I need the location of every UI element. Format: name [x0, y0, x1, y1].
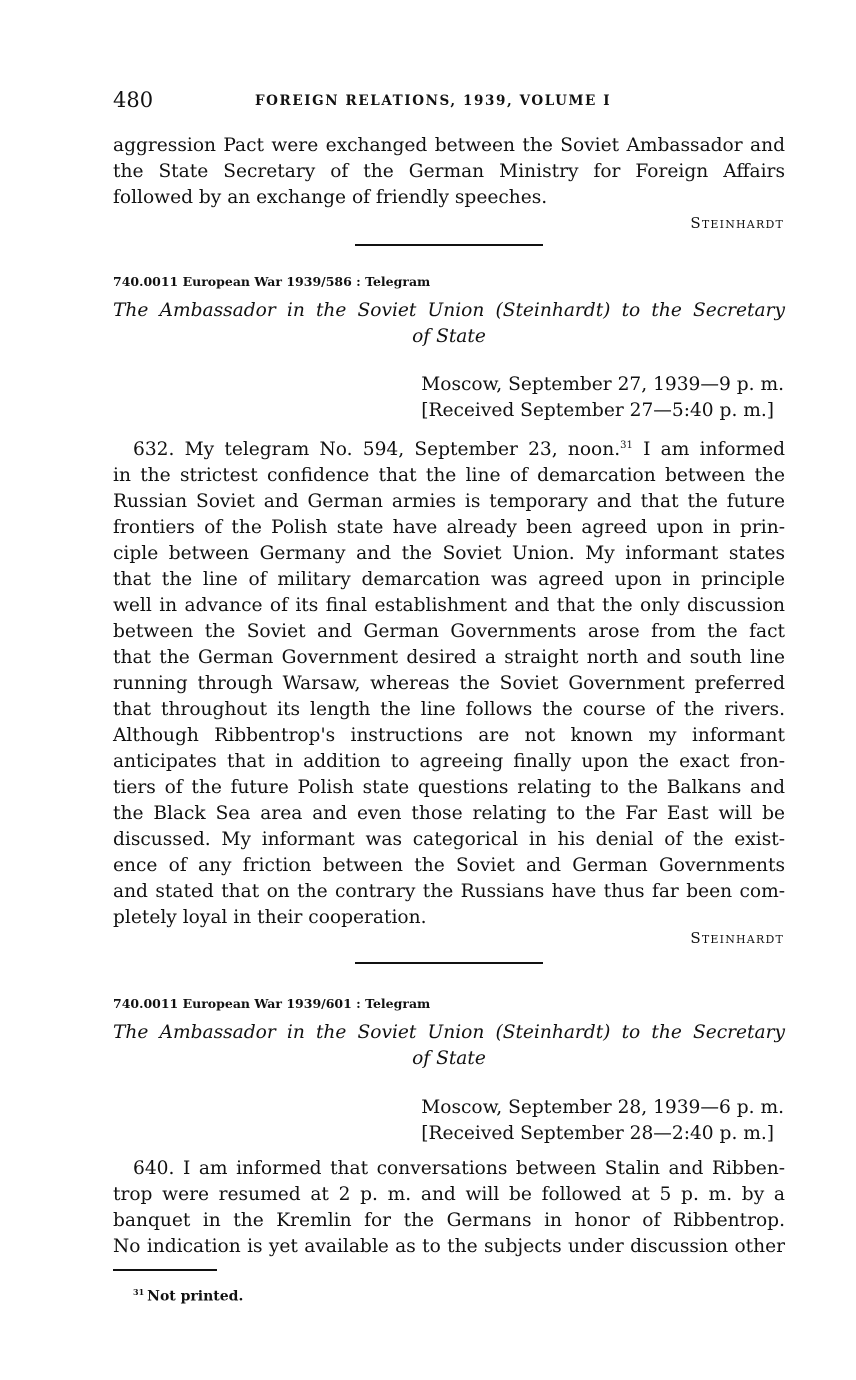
file-reference: 740.0011 European War 1939/601 : Telegram: [113, 996, 431, 1011]
document-heading: [113, 1020, 785, 1072]
file-reference: 740.0011 European War 1939/586 : Telegram: [113, 274, 431, 289]
running-title: FOREIGN RELATIONS, 1939, VOLUME I: [255, 93, 612, 109]
text-line: pletely loyal in their cooperation.: [113, 907, 427, 928]
dateline-received: [Received September 27—5:40 p. m.]: [421, 400, 775, 421]
signature: Steinhardt: [690, 214, 784, 232]
text-line: followed by an exchange of friendly speeches.: [113, 187, 548, 208]
text-line: ciple between Germany and the Soviet Union. My informant states: [113, 543, 785, 564]
text-line: tiers of the future Polish state questions relating to the Balkans and: [113, 777, 785, 798]
document-heading: [113, 298, 785, 350]
text-line: 640. I am informed that conversations between Stalin and Ribben-: [133, 1158, 785, 1179]
footnote-divider: [113, 1269, 217, 1271]
text-line: that throughout its length the line follows the course of the rivers.: [113, 699, 785, 720]
text-line: that the German Government desired a straight north and south line: [113, 647, 785, 668]
text-line: that the line of military demarcation was agreed upon in principle: [113, 569, 785, 590]
text-line: well in advance of its final establishment and that the only discussion: [113, 595, 785, 616]
text-line: frontiers of the Polish state have already been agreed upon in prin-: [113, 517, 785, 538]
text-line: in the strictest confidence that the line of demarcation between the: [113, 465, 785, 486]
heading-line: of State: [412, 1048, 486, 1069]
dateline: [421, 1095, 784, 1147]
text-line: trop were resumed at 2 p. m. and will be followed at 5 p. m. by a: [113, 1184, 785, 1205]
dateline-sent: Moscow, September 28, 1939—6 p. m.: [421, 1097, 784, 1118]
text-line: aggression Pact were exchanged between the Soviet Ambassador and: [113, 135, 785, 156]
dateline-received: [Received September 28—2:40 p. m.]: [421, 1123, 775, 1144]
text-line: Although Ribbentrop's instructions are not known my informant: [113, 725, 785, 746]
dateline-sent: Moscow, September 27, 1939—9 p. m.: [421, 374, 784, 395]
heading-line: The Ambassador in the Soviet Union (Steinhardt) to the Secretary: [113, 300, 785, 321]
line-text: I am informed: [643, 439, 785, 460]
text-line: anticipates that in addition to agreeing finally upon the exact fron-: [113, 751, 785, 772]
text-line: discussed. My informant was categorical in his denial of the exist-: [113, 829, 785, 850]
footnote-text: Not printed.: [147, 1288, 244, 1305]
heading-line: of State: [412, 326, 486, 347]
continuation-paragraph: [113, 133, 785, 211]
text-line: the State Secretary of the German Ministry for Foreign Affairs: [113, 161, 785, 182]
page-number: 480: [113, 88, 154, 112]
signature: Steinhardt: [690, 929, 784, 947]
section-divider: [355, 244, 543, 246]
text-line: [113, 433, 785, 463]
telegram-body: [113, 1156, 785, 1260]
running-header: [113, 88, 786, 118]
text-line: banquet in the Kremlin for the Germans in honor of Ribbentrop.: [113, 1210, 785, 1231]
text-line: and stated that on the contrary the Russians have thus far been com-: [113, 881, 785, 902]
text-line: between the Soviet and German Governments arose from the fact: [113, 621, 785, 642]
heading-line: The Ambassador in the Soviet Union (Steinhardt) to the Secretary: [113, 1022, 785, 1043]
text-line: Russian Soviet and German armies is temporary and that the future: [113, 491, 785, 512]
section-divider: [355, 962, 543, 964]
text-line: ence of any friction between the Soviet and German Governments: [113, 855, 785, 876]
line-text: 632. My telegram No. 594, September 23, noon.: [133, 439, 621, 460]
text-line: the Black Sea area and even those relating to the Far East will be: [113, 803, 785, 824]
footnote: [133, 1287, 243, 1305]
footnote-reference: 31: [620, 440, 633, 451]
text-line: No indication is yet available as to the subjects under discussion other: [113, 1236, 785, 1257]
text-line: running through Warsaw, whereas the Soviet Government preferred: [113, 673, 785, 694]
telegram-body: [113, 433, 785, 931]
dateline: [421, 372, 784, 424]
footnote-number: 31: [133, 1287, 145, 1297]
